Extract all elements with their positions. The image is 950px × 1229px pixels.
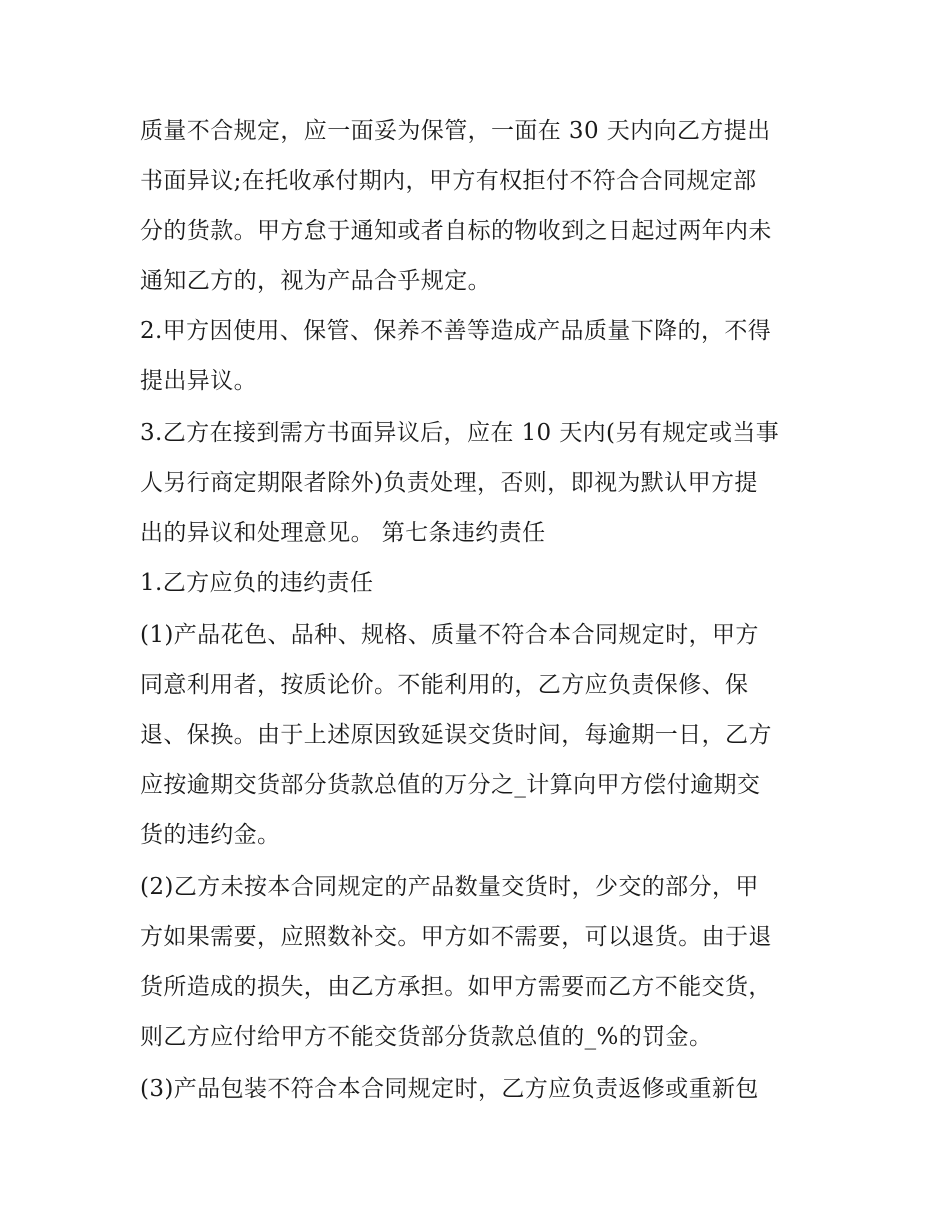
text-line: 分的货款。甲方怠于通知或者自标的物收到之日起过两年内未 (140, 218, 772, 244)
text-line: (1)产品花色、品种、规格、质量不符合本合同规定时，甲方 (140, 622, 759, 648)
text-line: 出的异议和处理意见。 第七条违约责任 (140, 520, 546, 546)
text-line: 1.乙方应负的违约责任 (140, 570, 374, 596)
text-line: 通知乙方的，视为产品合乎规定。 (140, 268, 491, 294)
text-line: 应按逾期交货部分货款总值的万分之_计算向甲方偿付逾期交 (140, 772, 761, 798)
text-line: 则乙方应付给甲方不能交货部分货款总值的_%的罚金。 (140, 1024, 713, 1050)
text-line: 方如果需要，应照数补交。甲方如不需要，可以退货。由于退 (140, 924, 772, 950)
text-line: 书面异议;在托收承付期内，甲方有权拒付不符合合同规定部 (140, 168, 757, 194)
text-line: 质量不合规定，应一面妥为保管，一面在 30 天内向乙方提出 (140, 118, 771, 144)
text-line: (2)乙方未按本合同规定的产品数量交货时，少交的部分，甲 (140, 874, 759, 900)
text-line: 提出异议。 (140, 368, 257, 394)
text-line: 3.乙方在接到需方书面异议后，应在 10 天内(另有规定或当事 (140, 420, 780, 446)
text-line: 2.甲方因使用、保管、保养不善等造成产品质量下降的，不得 (140, 318, 772, 344)
text-line: 人另行商定期限者除外)负责处理，否则，即视为默认甲方提 (140, 470, 758, 496)
text-line: 货所造成的损失，由乙方承担。如甲方需要而乙方不能交货， (140, 974, 772, 1000)
text-line: 退、保换。由于上述原因致延误交货时间，每逾期一日，乙方 (140, 722, 772, 748)
text-line: 货的违约金。 (140, 822, 281, 848)
text-line: 同意利用者，按质论价。不能利用的，乙方应负责保修、保 (140, 672, 749, 698)
text-line: (3)产品包装不符合本合同规定时，乙方应负责返修或重新包 (140, 1076, 759, 1102)
